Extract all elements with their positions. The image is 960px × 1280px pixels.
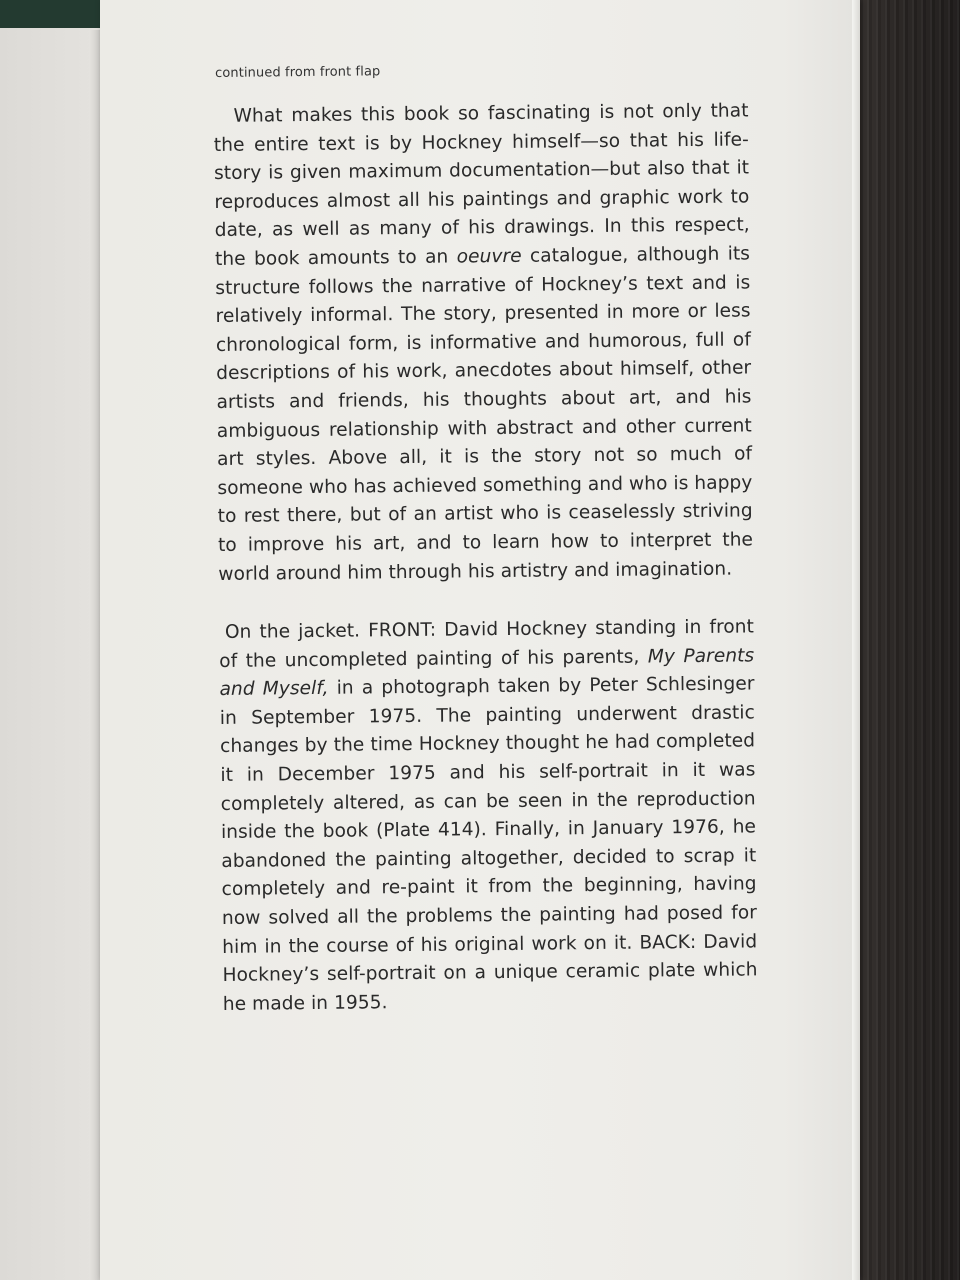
flap-text (213, 60, 758, 1019)
painting-title: My Parents and Myself, (219, 645, 755, 701)
paragraph-text: What makes this book so fascinating is not only that the entire text is by Hockney himself—so that his life-story is given maximum documentation—but also that it reproduces almost all his paintings and graphic work to date, as well as many of his drawings. In this respect, the book amounts to an (213, 100, 750, 270)
paragraph-text: catalogue, although its structure follows the narrative of Hockney’s text and is relatively informal. The story, presented in more or less chronological form, is informative and humorous, full of descriptions of his work, anecdotes about himself, other artists and friends, his thoughts about art, and his ambiguous relationship with abstract and other current art styles. Above all, it is the story not so much of someone who has achieved something and who is happy to rest there, but of an artist who is ceaselessly striving to improve his art, and to learn how to interpret the world around him through his artistry and imagination. (215, 243, 754, 585)
paragraph-text: in a photograph taken by Peter Schlesinger in September 1975. The painting underwent drastic changes by the time Hockney thought he had completed it in December 1975 and his self-portrait in it was completely altered, as can be seen in the reproduction inside the book (Plate 414). Finally, in January 1976, he abandoned the painting altogether, decided to scrap it completely and re-paint it from the beginning, having now solved all the problems the painting had posed for him in the course of his original work on it. BACK: David Hockney’s self-portrait on a unique ceramic plate which he made in 1955. (219, 673, 758, 1015)
flap-edge (852, 0, 860, 1280)
continued-caption: continued from front flap (214, 64, 381, 81)
paragraph-text: On the jacket. FRONT: David Hockney standing in front of the uncompleted painting of his parents, (219, 616, 755, 672)
italic-term: oeuvre (456, 245, 522, 268)
green-cover-edge (0, 0, 100, 28)
jacket-credits-paragraph (219, 613, 758, 1019)
description-paragraph (213, 97, 753, 589)
